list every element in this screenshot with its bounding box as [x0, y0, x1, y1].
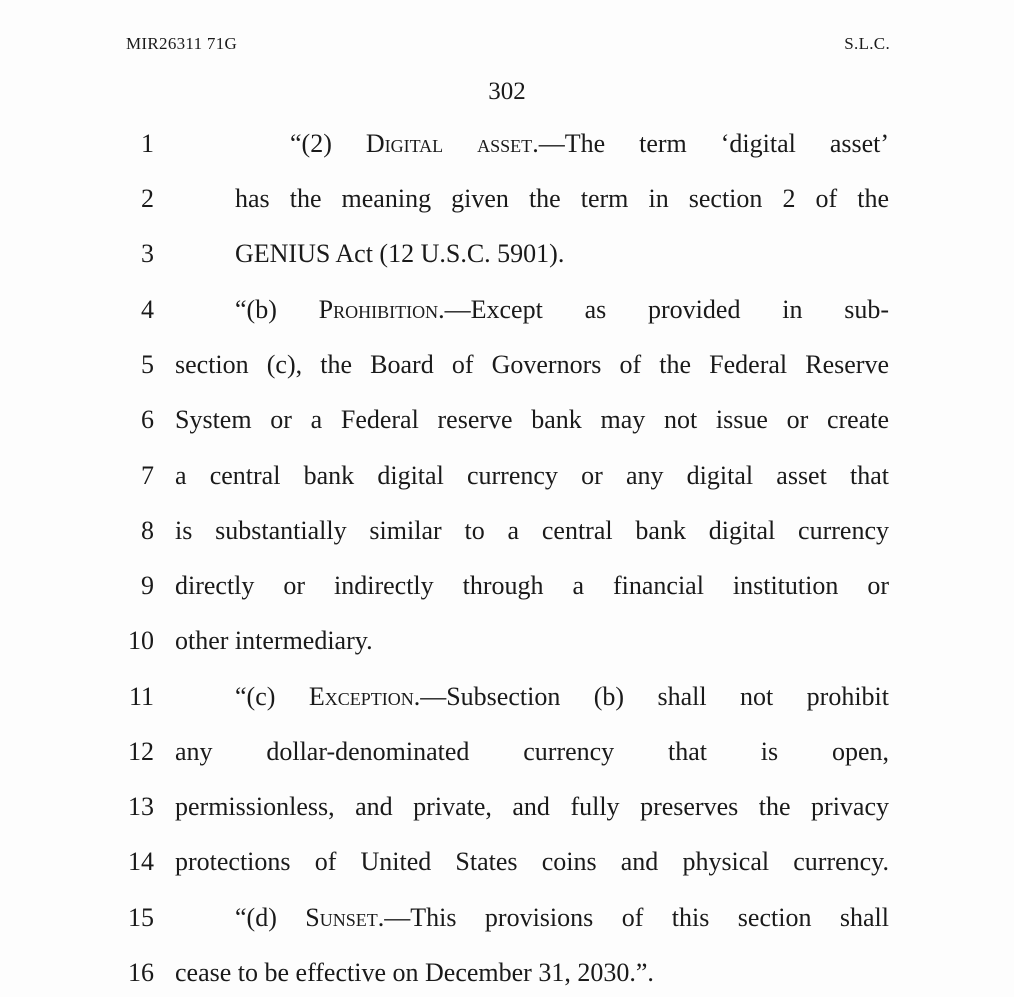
text-line	[0, 842, 1014, 882]
line-number: 8	[141, 516, 154, 545]
document-id: MIR26311 71G	[126, 34, 238, 53]
line-number: 10	[128, 626, 154, 655]
line-number: 3	[141, 239, 154, 268]
line-text: permissionless, and private, and fully preserves the privacy	[175, 792, 889, 821]
line-text: GENIUS Act (12 U.S.C. 5901).	[235, 239, 565, 268]
text-line	[0, 234, 1014, 274]
text-line	[0, 400, 1014, 440]
text-line	[0, 566, 1014, 606]
line-number: 6	[141, 405, 154, 434]
text-line	[0, 290, 1014, 330]
line-text: other intermediary.	[175, 626, 373, 655]
line-text: cease to be effective on December 31, 2030.”.	[175, 958, 654, 987]
line-number: 11	[128, 682, 154, 711]
line-number: 7	[141, 461, 154, 490]
line-text: “(d) Sunset.—This provisions of this section shall	[235, 903, 889, 932]
line-text: protections of United States coins and physical currency.	[175, 847, 889, 876]
text-line	[0, 677, 1014, 717]
line-number: 5	[141, 350, 154, 379]
line-text: section (c), the Board of Governors of the Federal Reserve	[175, 350, 889, 379]
line-text: any dollar-denominated currency that is open,	[175, 737, 889, 766]
line-number: 13	[128, 792, 154, 821]
line-number: 4	[141, 295, 154, 324]
text-line	[0, 787, 1014, 827]
text-line	[0, 124, 1014, 164]
line-text: is substantially similar to a central bank digital currency	[175, 516, 889, 545]
line-number: 2	[141, 184, 154, 213]
line-text: a central bank digital currency or any digital asset that	[175, 461, 889, 490]
text-line	[0, 345, 1014, 385]
line-text: “(c) Exception.—Subsection (b) shall not prohibit	[235, 682, 889, 711]
text-line	[0, 953, 1014, 993]
text-line	[0, 621, 1014, 661]
line-number: 15	[128, 903, 154, 932]
page-number: 302	[488, 78, 526, 105]
text-line	[0, 898, 1014, 938]
text-line	[0, 511, 1014, 551]
text-line	[0, 732, 1014, 772]
line-text: System or a Federal reserve bank may not issue or create	[175, 405, 889, 434]
slc-marker: S.L.C.	[844, 34, 890, 53]
line-number: 12	[128, 737, 154, 766]
line-number: 1	[141, 129, 154, 158]
line-number: 16	[128, 958, 154, 987]
line-number: 14	[128, 847, 154, 876]
text-line	[0, 456, 1014, 496]
line-text: “(b) Prohibition.—Except as provided in sub-	[235, 295, 890, 324]
text-line	[0, 179, 1014, 219]
line-text: has the meaning given the term in section 2 of the	[235, 184, 889, 213]
line-text: “(2) Digital asset.—The term ‘digital asset’	[290, 129, 890, 158]
line-number: 9	[141, 571, 154, 600]
line-text: directly or indirectly through a financial institution or	[175, 571, 889, 600]
